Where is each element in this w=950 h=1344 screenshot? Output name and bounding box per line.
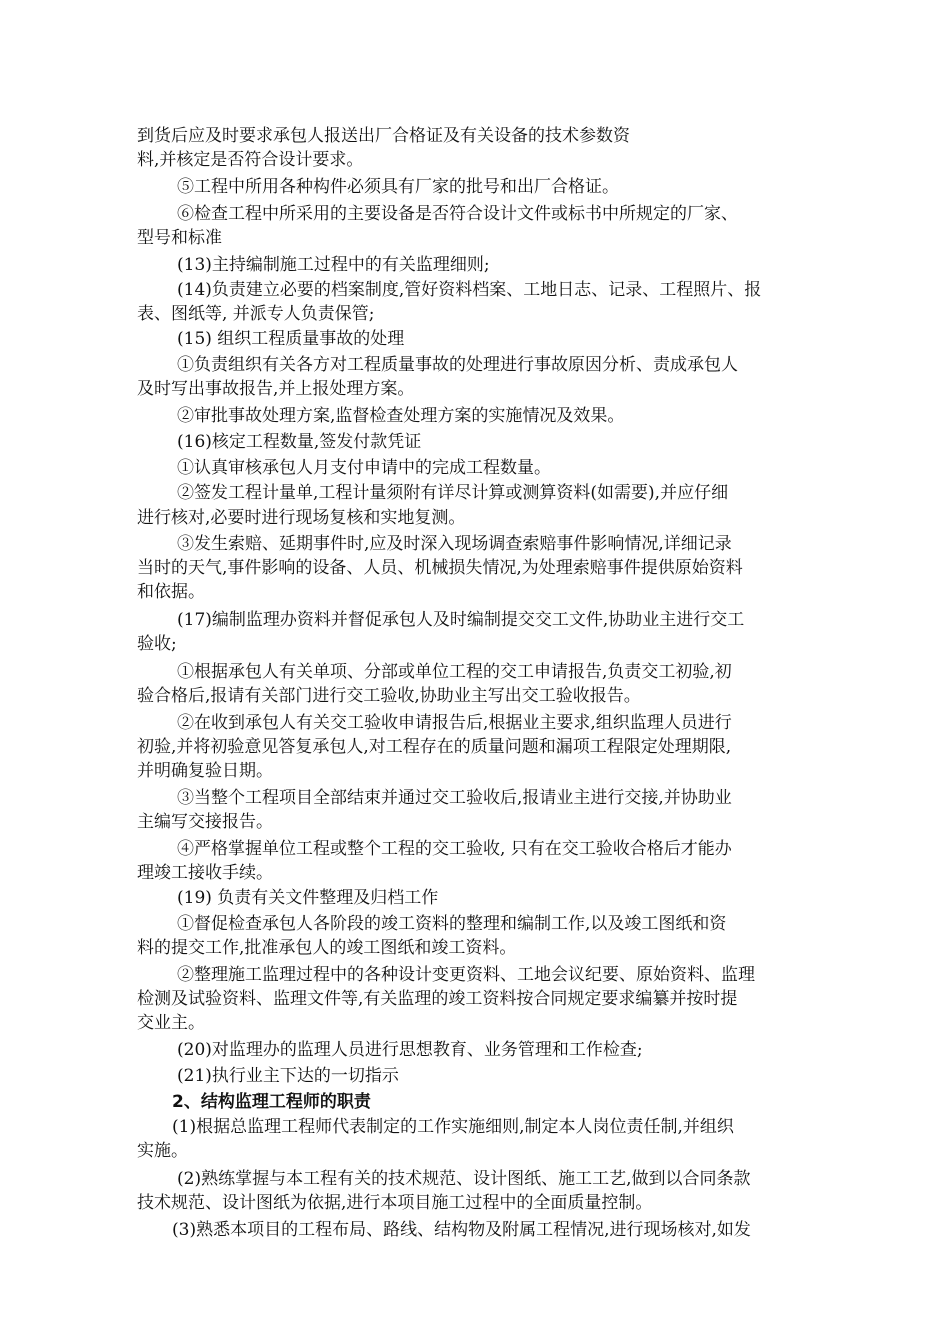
text-line: 表、图纸等, 并派专人负责保管; bbox=[137, 304, 375, 324]
text-line: 及时写出事故报告,并上报处理方案。 bbox=[137, 379, 415, 399]
text-line: (17)编制监理办资料并督促承包人及时编制提交交工文件,协助业主进行交工 bbox=[177, 610, 745, 630]
text-line: 和依据。 bbox=[137, 582, 205, 602]
text-line: ④严格掌握单位工程或整个工程的交工验收, 只有在交工验收合格后才能办 bbox=[177, 839, 732, 859]
text-line: ③发生索赔、延期事件时,应及时深入现场调查索赔事件影响情况,详细记录 bbox=[177, 534, 732, 554]
text-line: (1)根据总监理工程师代表制定的工作实施细则,制定本人岗位责任制,并组织 bbox=[172, 1117, 734, 1137]
text-line: 并明确复验日期。 bbox=[137, 761, 273, 781]
text-line: ①负责组织有关各方对工程质量事故的处理进行事故原因分析、责成承包人 bbox=[177, 355, 738, 375]
text-line: (13)主持编制施工过程中的有关监理细则; bbox=[177, 255, 490, 275]
text-line: 检测及试验资料、监理文件等,有关监理的竣工资料按合同规定要求编纂并按时提 bbox=[137, 989, 738, 1009]
text-line: (3)熟悉本项目的工程布局、路线、结构物及附属工程情况,进行现场核对,如发 bbox=[172, 1220, 751, 1240]
text-line: 理竣工接收手续。 bbox=[137, 863, 273, 883]
text-line: 主编写交接报告。 bbox=[137, 812, 273, 832]
text-line: ②整理施工监理过程中的各种设计变更资料、工地会议纪要、原始资料、监理 bbox=[177, 965, 755, 985]
text-line: 交业主。 bbox=[137, 1013, 205, 1033]
text-line: 实施。 bbox=[137, 1141, 188, 1161]
text-line: ⑤工程中所用各种构件必须具有厂家的批号和出厂合格证。 bbox=[177, 177, 619, 197]
text-line: ⑥检查工程中所采用的主要设备是否符合设计文件或标书中所规定的厂家、 bbox=[177, 204, 738, 224]
text-line: 当时的天气,事件影响的设备、人员、机械损失情况,为处理索赔事件提供原始资料 bbox=[137, 558, 743, 578]
text-line: (14)负责建立必要的档案制度,管好资料档案、工地日志、记录、工程照片、报 bbox=[177, 280, 762, 300]
text-line: 进行核对,必要时进行现场复核和实地复测。 bbox=[137, 508, 466, 528]
text-line: ①根据承包人有关单项、分部或单位工程的交工申请报告,负责交工初验,初 bbox=[177, 662, 732, 682]
section-heading: 2、结构监理工程师的职责 bbox=[172, 1092, 371, 1112]
text-line: ③当整个工程项目全部结束并通过交工验收后,报请业主进行交接,并协助业 bbox=[177, 788, 732, 808]
text-line: 验合格后,报请有关部门进行交工验收,协助业主写出交工验收报告。 bbox=[137, 686, 641, 706]
text-line: (16)核定工程数量,签发付款凭证 bbox=[177, 432, 422, 452]
text-line: (21)执行业主下达的一切指示 bbox=[177, 1066, 399, 1086]
text-line: 料的提交工作,批准承包人的竣工图纸和竣工资料。 bbox=[137, 938, 517, 958]
text-line: ②在收到承包人有关交工验收申请报告后,根据业主要求,组织监理人员进行 bbox=[177, 713, 732, 733]
text-line: (20)对监理办的监理人员进行思想教育、业务管理和工作检查; bbox=[177, 1040, 643, 1060]
text-line: 技术规范、设计图纸为依据,进行本项目施工过程中的全面质量控制。 bbox=[137, 1193, 653, 1213]
text-line: 初验,并将初验意见答复承包人,对工程存在的质量问题和漏项工程限定处理期限, bbox=[137, 737, 732, 757]
text-line: 型号和标准 bbox=[137, 228, 222, 248]
text-line: (15) 组织工程质量事故的处理 bbox=[177, 329, 405, 349]
text-line: 料,并核定是否符合设计要求。 bbox=[137, 150, 364, 170]
text-line: ②审批事故处理方案,监督检查处理方案的实施情况及效果。 bbox=[177, 406, 625, 426]
text-line: ①督促检查承包人各阶段的竣工资料的整理和编制工作,以及竣工图纸和资 bbox=[177, 914, 727, 934]
text-line: (2)熟练掌握与本工程有关的技术规范、设计图纸、施工工艺,做到以合同条款 bbox=[177, 1169, 751, 1189]
text-line: 到货后应及时要求承包人报送出厂合格证及有关设备的技术参数资 bbox=[137, 126, 630, 146]
text-line: (19) 负责有关文件整理及归档工作 bbox=[177, 888, 439, 908]
text-line: ①认真审核承包人月支付申请中的完成工程数量。 bbox=[177, 458, 551, 478]
text-line: ②签发工程计量单,工程计量须附有详尽计算或测算资料(如需要),并应仔细 bbox=[177, 483, 729, 503]
text-line: 验收; bbox=[137, 634, 177, 654]
